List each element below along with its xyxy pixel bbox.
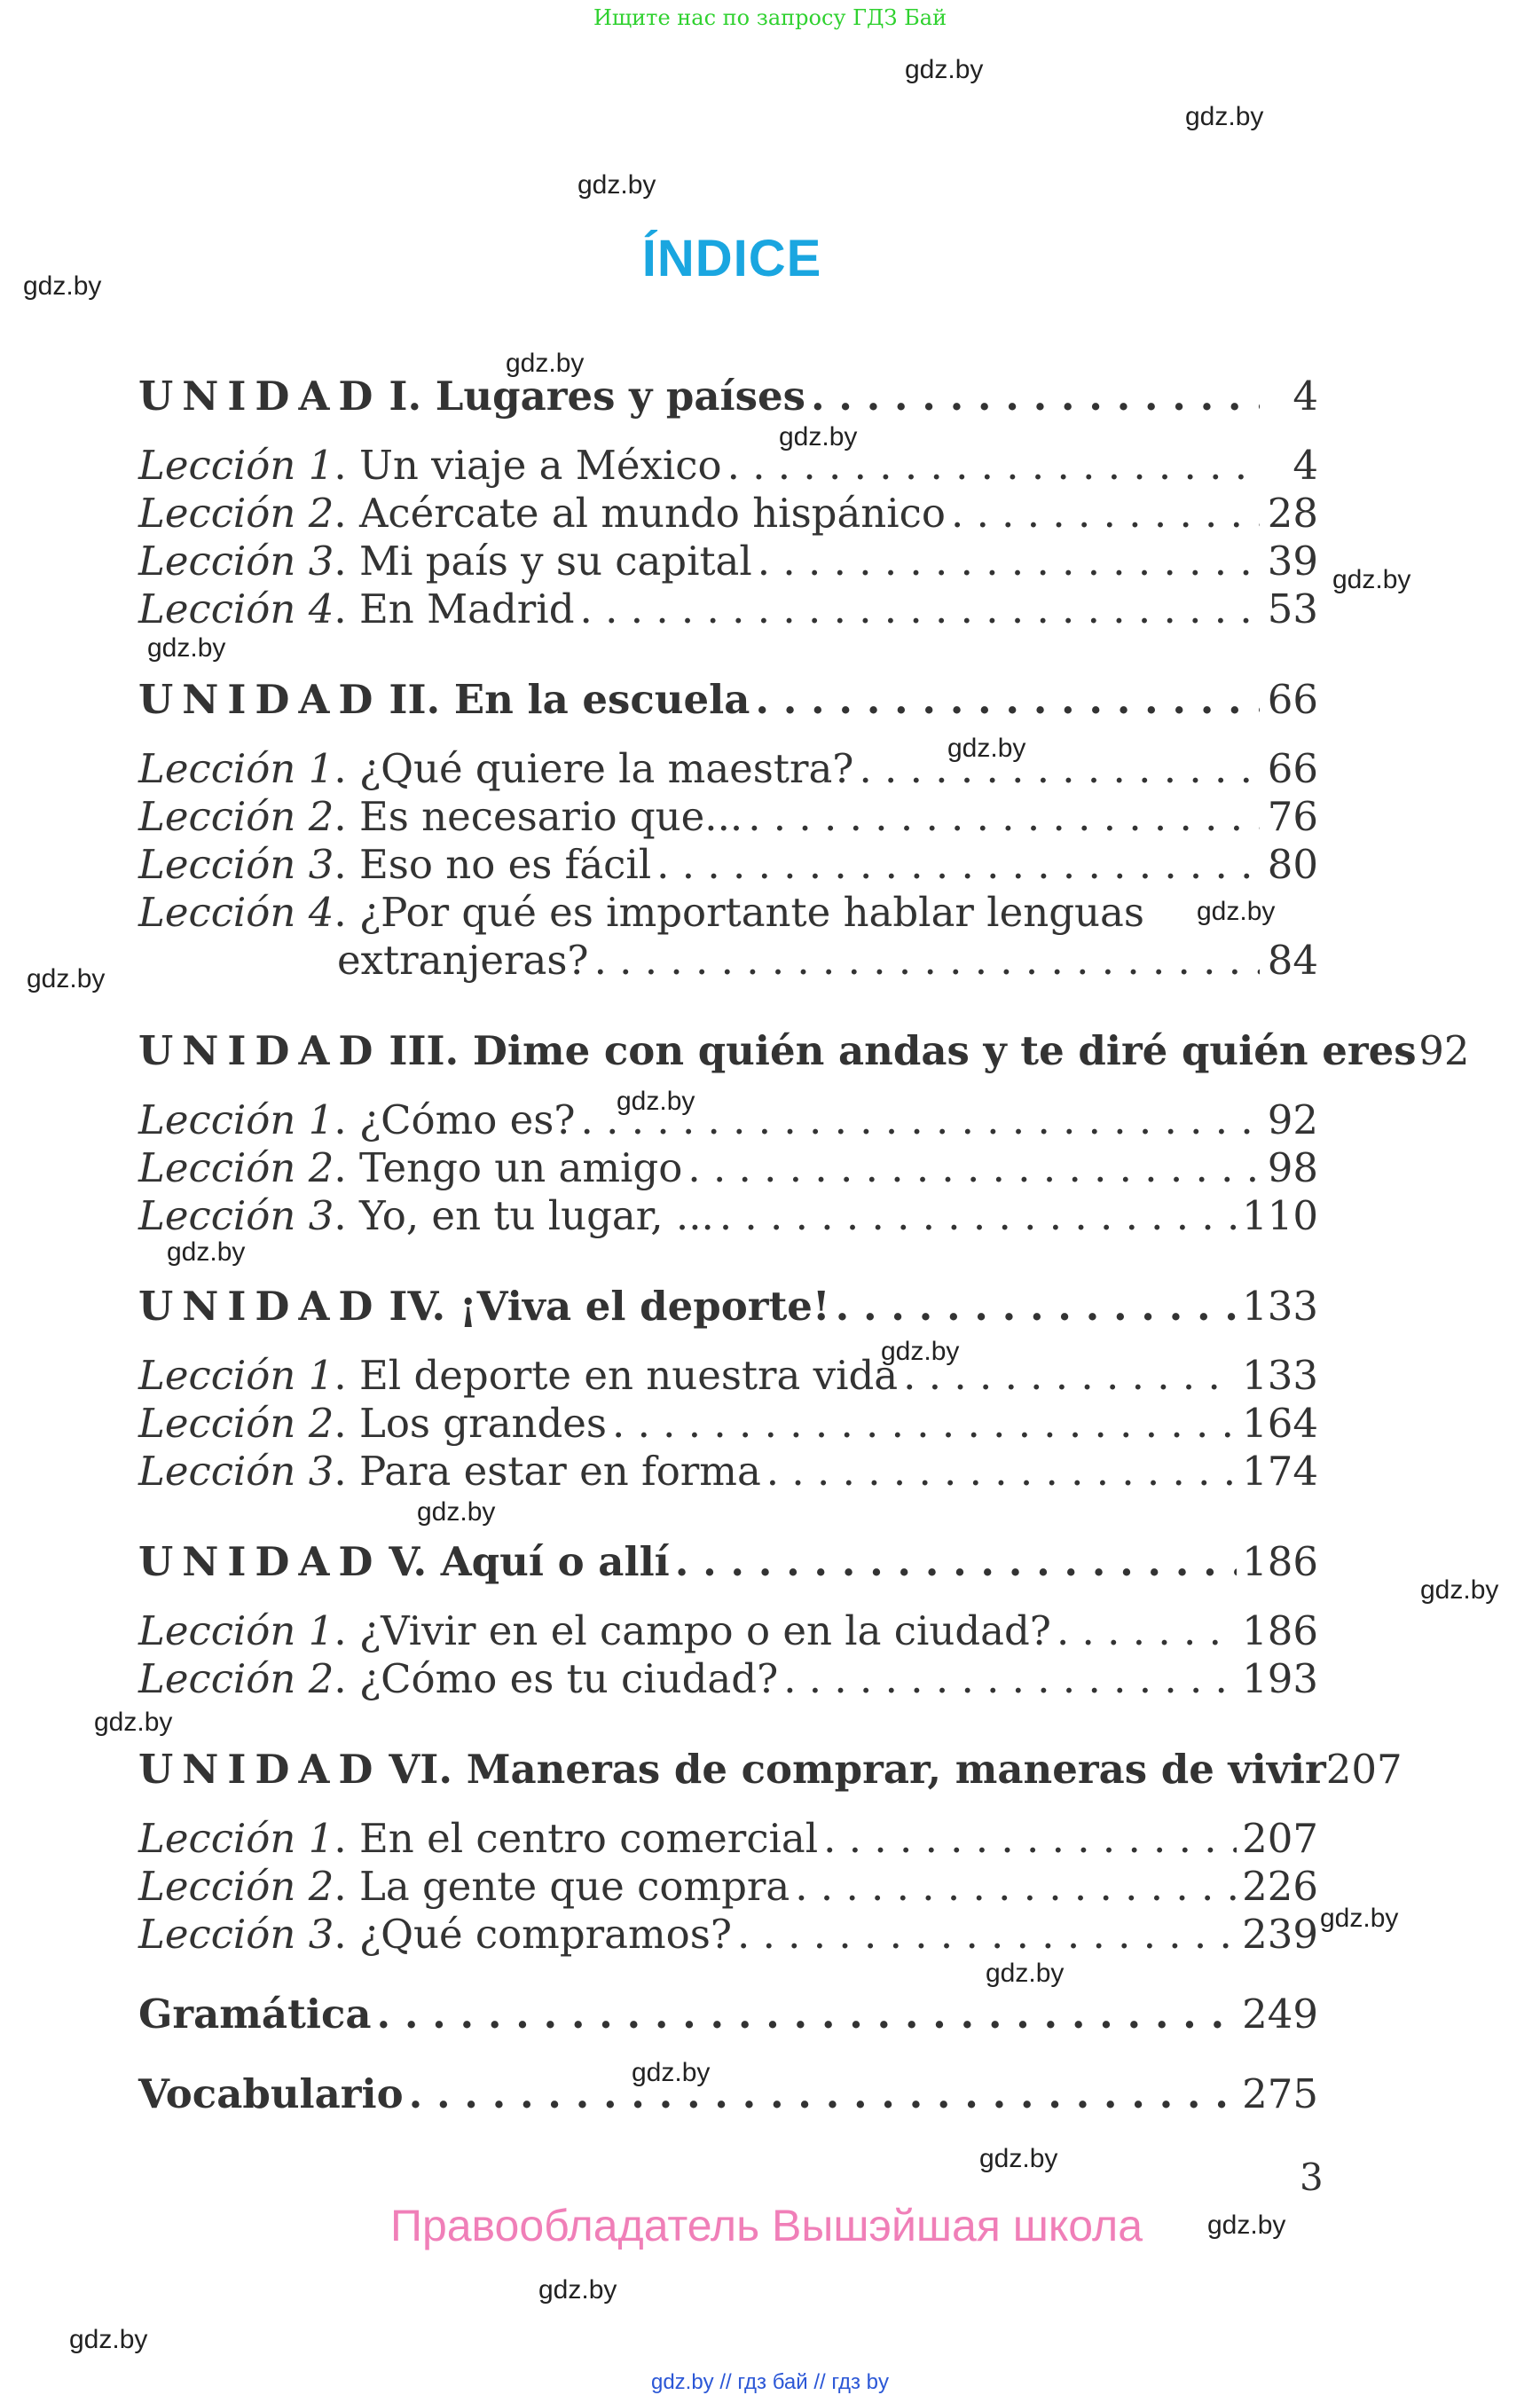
- page-ref: 207: [1325, 1746, 1402, 1793]
- dot-leaders: [737, 1911, 1237, 1958]
- lesson-number: Lección 3: [138, 841, 334, 888]
- page-ref: 275: [1242, 2070, 1318, 2117]
- lesson-entry: Lección 3. Mi país y su capital . . . 39: [138, 538, 1318, 585]
- page-ref: 76: [1267, 793, 1318, 840]
- lesson-number: Lección 1: [138, 1352, 334, 1399]
- dot-leaders: [580, 585, 1261, 632]
- unit-word: UNIDAD: [138, 1283, 382, 1330]
- watermark: gdz.by: [417, 1497, 496, 1527]
- lesson-number: Lección 4: [138, 889, 334, 936]
- lesson-entry: Lección 4. En Madrid . . . 53: [138, 585, 1318, 632]
- dot-leaders: [758, 538, 1260, 585]
- page-ref: 207: [1242, 1815, 1318, 1862]
- page-ref: 66: [1267, 676, 1318, 723]
- lesson-title: ¿Vivir en el campo o en la ciudad?: [358, 1607, 1051, 1654]
- dot-leaders: [755, 676, 1260, 723]
- page-ref: 98: [1267, 1144, 1318, 1191]
- watermark: gdz.by: [881, 1337, 960, 1366]
- lesson-entry: Lección 3. Para estar en forma . . . 174: [138, 1448, 1318, 1495]
- watermark: gdz.by: [27, 964, 106, 993]
- lesson-title: ¿Qué quiere la maestra?: [358, 745, 854, 792]
- lesson-title: Acércate al mundo hispánico: [358, 490, 946, 537]
- watermark: gdz.by: [94, 1708, 173, 1737]
- lesson-number: Lección 3: [138, 538, 334, 585]
- lesson-number: Lección 3: [138, 1911, 334, 1958]
- page-ref: 186: [1242, 1607, 1318, 1654]
- page-ref: 84: [1267, 937, 1318, 984]
- dot-leaders: [766, 1448, 1237, 1495]
- unit-word: UNIDAD: [138, 1538, 382, 1585]
- lesson-entry: Lección 3. Yo, en tu lugar, ... . . . 110: [138, 1192, 1318, 1239]
- watermark: gdz.by: [986, 1959, 1065, 1988]
- unit-title: IV. ¡Viva el deporte!: [389, 1283, 830, 1330]
- dot-leaders: [377, 1991, 1238, 2038]
- page-number: 3: [1300, 2156, 1324, 2199]
- unit-word: UNIDAD: [138, 676, 382, 723]
- lesson-number: Lección 2: [138, 1144, 334, 1191]
- dot-leaders: [811, 373, 1260, 420]
- lesson-number: Lección 2: [138, 490, 334, 537]
- lesson-entry: Lección 1. El deporte en nuestra vida . . . 133: [138, 1352, 1318, 1399]
- unit-title: I. Lugares y países: [389, 373, 805, 420]
- page-ref: 186: [1242, 1538, 1318, 1585]
- page-ref: 80: [1267, 841, 1318, 888]
- watermark: gdz.by: [632, 2058, 711, 2087]
- watermark: gdz.by: [23, 271, 102, 301]
- unit-word: UNIDAD: [138, 1746, 382, 1793]
- watermark: gdz.by: [69, 2325, 148, 2354]
- watermark: gdz.by: [1320, 1904, 1399, 1933]
- lesson-title: En el centro comercial: [358, 1815, 819, 1862]
- unit-word: UNIDAD: [138, 373, 382, 420]
- page-ref: 92: [1267, 1096, 1318, 1143]
- lesson-number: Lección 4: [138, 585, 334, 632]
- page-ref: 39: [1267, 538, 1318, 585]
- watermark: gdz.by: [1185, 102, 1264, 131]
- watermark: gdz.by: [1420, 1575, 1499, 1605]
- unit-entry: [138, 373, 1318, 420]
- lesson-number: Lección 2: [138, 1655, 334, 1702]
- lesson-entry: Lección 2. Es necesario que... . . . 76: [138, 793, 1318, 840]
- lesson-entry: Lección 2. Acércate al mundo hispánico . . . 28: [138, 490, 1318, 537]
- lesson-title-cont: extranjeras?: [337, 937, 589, 984]
- lesson-number: Lección 1: [138, 1096, 334, 1143]
- page-ref: 164: [1242, 1400, 1318, 1447]
- lesson-entry: Lección 4. ¿Por qué es importante hablar lenguas: [138, 889, 1144, 936]
- section-entry-vocabulary: [138, 2070, 1318, 2117]
- lesson-number: Lección 2: [138, 1400, 334, 1447]
- dot-leaders: [719, 1192, 1237, 1239]
- lesson-number: Lección 3: [138, 1448, 334, 1495]
- page-ref: 193: [1242, 1655, 1318, 1702]
- lesson-entry: Lección 1. ¿Vivir en el campo o en la ciudad? . . . 186: [138, 1607, 1318, 1654]
- dot-leaders: [409, 2070, 1237, 2117]
- lesson-title: ¿Qué compramos?: [358, 1911, 732, 1958]
- page-ref: 28: [1267, 490, 1318, 537]
- rights-holder: Правообладатель Вышэйшая школа: [390, 2201, 1143, 2250]
- page-ref: 110: [1242, 1192, 1318, 1239]
- dot-leaders: [594, 937, 1260, 984]
- page-ref: 239: [1242, 1911, 1318, 1958]
- watermark: gdz.by: [779, 422, 858, 452]
- page-ref: 249: [1242, 1991, 1318, 2038]
- watermark: gdz.by: [947, 734, 1026, 763]
- unit-entry: [138, 1027, 1470, 1074]
- lesson-number: Lección 1: [138, 745, 334, 792]
- unit-entry: [138, 1283, 1318, 1330]
- lesson-entry: Lección 1. Un viaje a México . . . 4: [138, 442, 1318, 489]
- dot-leaders: [903, 1352, 1237, 1399]
- unit-entry: [138, 1746, 1402, 1793]
- lesson-number: Lección 2: [138, 793, 334, 840]
- watermark: gdz.by: [1332, 565, 1411, 594]
- lesson-entry: Lección 1. En el centro comercial . . . 207: [138, 1815, 1318, 1862]
- unit-word: UNIDAD: [138, 1027, 382, 1074]
- page-ref: 66: [1267, 745, 1318, 792]
- section-title: Gramática: [138, 1991, 372, 2038]
- unit-entry: [138, 676, 1318, 723]
- lesson-number: Lección 2: [138, 1863, 334, 1910]
- lesson-title: Eso no es fácil: [358, 841, 652, 888]
- dot-leaders: [951, 490, 1260, 537]
- watermark: gdz.by: [1197, 897, 1276, 926]
- lesson-entry: Lección 1. ¿Qué quiere la maestra? . . . 66: [138, 745, 1318, 792]
- page-ref: 174: [1242, 1448, 1318, 1495]
- lesson-number: Lección 1: [138, 1815, 334, 1862]
- unit-entry: [138, 1538, 1318, 1585]
- page-title: ÍNDICE: [641, 230, 822, 287]
- lesson-title: En Madrid: [358, 585, 575, 632]
- page-ref: 92: [1418, 1027, 1470, 1074]
- lesson-entry: Lección 2. Tengo un amigo . . . 98: [138, 1144, 1318, 1191]
- footer-links[interactable]: gdz.by // гдз бай // гдз by: [650, 2370, 890, 2394]
- lesson-entry: Lección 2. ¿Cómo es tu ciudad? . . . 193: [138, 1655, 1318, 1702]
- top-banner: Ищите нас по запросу ГДЗ Бай: [593, 5, 947, 30]
- lesson-title: Yo, en tu lugar, ...: [358, 1192, 714, 1239]
- lesson-title: Para estar en forma: [358, 1448, 761, 1495]
- lesson-number: Lección 3: [138, 1192, 334, 1239]
- lesson-entry: Lección 2. La gente que compra . . . 226: [138, 1863, 1318, 1910]
- dot-leaders: [612, 1400, 1237, 1447]
- page-ref: 4: [1292, 373, 1318, 420]
- page-ref: 133: [1242, 1352, 1318, 1399]
- page-ref: 226: [1242, 1863, 1318, 1910]
- dot-leaders: [675, 1538, 1237, 1585]
- lesson-entry-continuation: [337, 937, 1318, 984]
- page-ref: 4: [1292, 442, 1318, 489]
- lesson-title: Un viaje a México: [358, 442, 722, 489]
- lesson-title: Es necesario que...: [358, 793, 743, 840]
- unit-title: II. En la escuela: [389, 676, 750, 723]
- watermark: gdz.by: [905, 55, 984, 84]
- dot-leaders: [859, 745, 1260, 792]
- section-entry-grammar: [138, 1991, 1318, 2038]
- unit-title: VI. Maneras de comprar, maneras de vivir: [389, 1746, 1326, 1793]
- lesson-title: ¿Cómo es tu ciudad?: [358, 1655, 779, 1702]
- dot-leaders: [795, 1863, 1237, 1910]
- lesson-title: Tengo un amigo: [358, 1144, 683, 1191]
- watermark: gdz.by: [979, 2144, 1058, 2173]
- page-ref: 133: [1242, 1283, 1318, 1330]
- lesson-number: Lección 1: [138, 1607, 334, 1654]
- lesson-title: Los grandes: [358, 1400, 607, 1447]
- page-ref: 53: [1267, 585, 1318, 632]
- lesson-title: La gente que compra: [358, 1863, 790, 1910]
- dot-leaders: [656, 841, 1260, 888]
- dot-leaders: [727, 442, 1260, 489]
- lesson-title: El deporte en nuestra vida: [358, 1352, 899, 1399]
- dot-leaders: [748, 793, 1260, 840]
- section-title: Vocabulario: [138, 2070, 404, 2117]
- dot-leaders: [783, 1655, 1237, 1702]
- unit-title: V. Aquí o allí: [389, 1538, 670, 1585]
- watermark: gdz.by: [147, 633, 226, 663]
- dot-leaders: [823, 1815, 1237, 1862]
- dot-leaders: [836, 1283, 1237, 1330]
- dot-leaders: [1057, 1607, 1237, 1654]
- lesson-title: ¿Por qué es importante hablar lenguas: [358, 889, 1144, 936]
- unit-title: III. Dime con quién andas y te diré quién eres: [389, 1027, 1417, 1074]
- watermark: gdz.by: [506, 349, 585, 378]
- watermark: gdz.by: [538, 2275, 617, 2305]
- lesson-entry: Lección 2. Los grandes . . . 164: [138, 1400, 1318, 1447]
- lesson-entry: Lección 3. Eso no es fácil . . . 80: [138, 841, 1318, 888]
- watermark: gdz.by: [167, 1237, 246, 1267]
- lesson-entry: Lección 1. ¿Cómo es? . . . 92: [138, 1096, 1318, 1143]
- dot-leaders: [581, 1096, 1260, 1143]
- dot-leaders: [688, 1144, 1260, 1191]
- lesson-entry: Lección 3. ¿Qué compramos? . . . 239: [138, 1911, 1318, 1958]
- watermark: gdz.by: [1207, 2211, 1286, 2240]
- lesson-title: ¿Cómo es?: [358, 1096, 576, 1143]
- lesson-title: Mi país y su capital: [358, 538, 752, 585]
- watermark: gdz.by: [578, 170, 656, 200]
- watermark: gdz.by: [617, 1087, 695, 1116]
- lesson-number: Lección 1: [138, 442, 334, 489]
